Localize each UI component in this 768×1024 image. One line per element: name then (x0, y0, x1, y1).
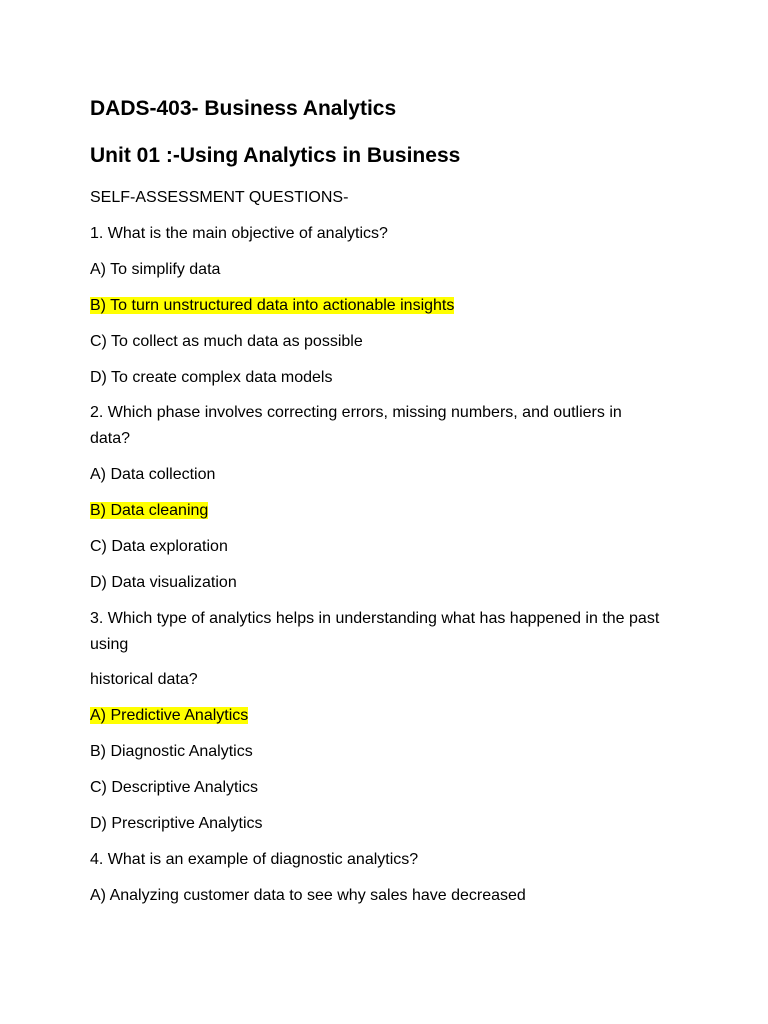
document-title: DADS-403- Business Analytics (90, 97, 397, 120)
q3-option-b: B) Diagnostic Analytics (90, 743, 253, 760)
question-3-continued: historical data? (90, 671, 198, 688)
q2-option-a: A) Data collection (90, 466, 216, 483)
q4-option-a: A) Analyzing customer data to see why sales have decreased (90, 887, 526, 904)
q1-option-c: C) To collect as much data as possible (90, 333, 363, 350)
q2-option-d: D) Data visualization (90, 574, 237, 591)
q3-option-d: D) Prescriptive Analytics (90, 815, 263, 832)
question-1: 1. What is the main objective of analytics? (90, 225, 388, 242)
question-4: 4. What is an example of diagnostic analytics? (90, 851, 419, 868)
q1-option-d: D) To create complex data models (90, 369, 333, 386)
q3-option-a (90, 703, 670, 729)
highlighted-answer: A) Predictive Analytics (90, 707, 249, 724)
highlighted-answer: B) Data cleaning (90, 502, 209, 519)
q1-option-a: A) To simplify data (90, 261, 221, 278)
question-3: 3. Which type of analytics helps in understanding what has happened in the past using (90, 610, 660, 653)
unit-title: Unit 01 :-Using Analytics in Business (90, 144, 461, 167)
question-2: 2. Which phase involves correcting errors, missing numbers, and outliers in data? (90, 404, 622, 447)
q1-option-b (90, 293, 670, 319)
q2-option-b (90, 498, 670, 524)
q2-option-c: C) Data exploration (90, 538, 228, 555)
section-heading: SELF-ASSESSMENT QUESTIONS- (90, 189, 349, 206)
q3-option-c: C) Descriptive Analytics (90, 779, 259, 796)
highlighted-answer: B) To turn unstructured data into actionable insights (90, 297, 455, 314)
